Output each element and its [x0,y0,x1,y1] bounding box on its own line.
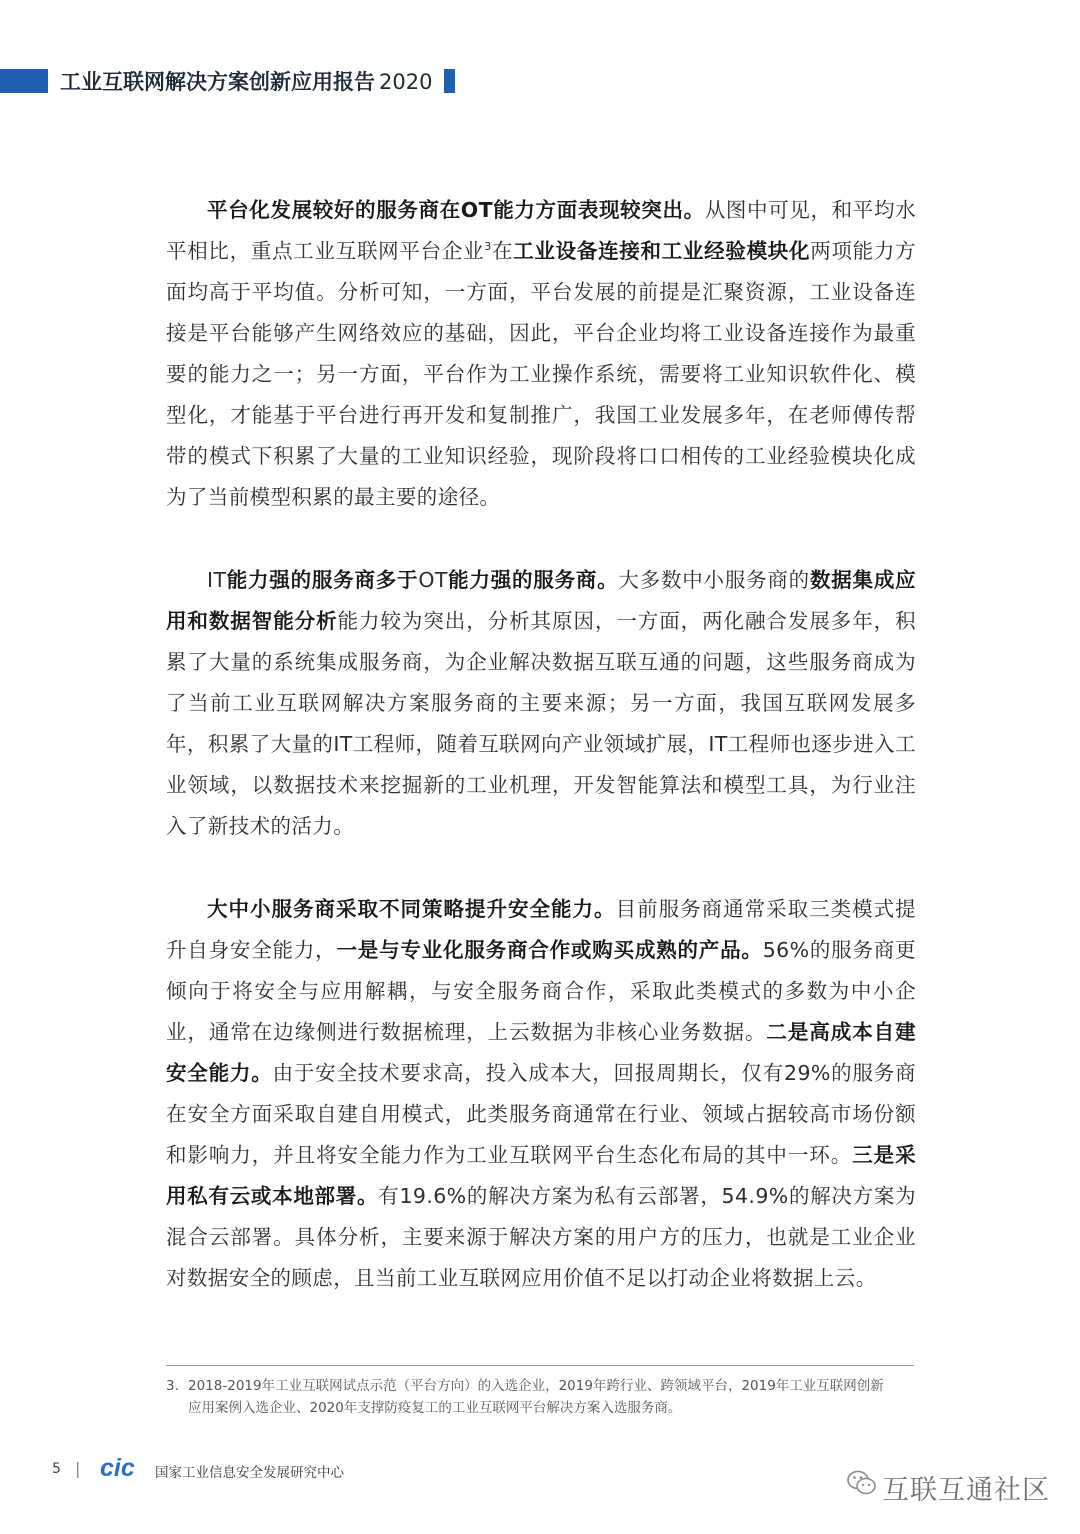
bold-phrase: 大中小服务商采取不同策略提升安全能力。 [207,897,616,921]
paragraph-security-strategies [166,889,916,1299]
svg-text:cic: cic [100,1456,135,1480]
cic-logo [100,1456,150,1484]
text-run: 在 [491,239,514,263]
text-run: 两项能力方面均高于平均值。分析可知，一方面，平台发展的前提是汇聚资源，工业设备连接是平台能够产生网络效应的基础，因此，平台企业均将工业设备连接作为最重要的能力之一；另一方面，平台作为工业操作系统，需要将工业知识软件化、模型化，才能基于平台进行再开发和复制推广，我国工业发展多年，在老师傅传帮带的模式下积累了大量的工业知识经验，现阶段将口口相传的工业经验模块化成为了当前模型积累的最主要的途径。 [166,239,917,509]
page-number: 5 [52,1461,61,1477]
bold-phrase: 二是高成本自建安全能力。 [166,1020,916,1085]
bold-phrase: 数据集成应用和数据智能分析 [166,568,916,633]
text-run: IT [207,568,227,592]
body-content [166,190,916,1341]
footnote [166,1375,886,1419]
text-run: 能力较为突出，分析其原因，一方面，两化融合发展多年，积累了大量的系统集成服务商，为企业解决数据互联互通的问题，这些服务商成为了当前工业互联网解决方案服务商的主要来源；另一方面，我国互联网发展多年，积累了大量的IT工程师，随着互联网向产业领域扩展，IT工程师也逐步进入工业领域，以数据技术来挖掘新的工业机理，开发智能算法和模型工具，为行业注入了新技术的活力。 [166,609,916,838]
text-run: OT [418,568,448,592]
footnote-text: 2018-2019年工业互联网试点示范（平台方向）的入选企业，2019年跨行业、跨领域平台，2019年工业互联网创新应用案例入选企业、2020年支撑防疫复工的工业互联网平台解决方案入选服务商。 [188,1378,884,1416]
bold-phrase: 能力强的服务商多于 [226,568,419,592]
organization-name: 国家工业信息安全发展研究中心 [155,1465,344,1481]
bold-phrase: 三是采用私有云或本地部署。 [166,1143,916,1208]
bold-phrase: 能力强的服务商。 [447,568,619,592]
footer-separator: | [75,1459,81,1478]
header-accent-bar [0,69,48,93]
header-end-marker [444,69,455,93]
text-run: 从图中可见，和平均水平相比，重点工业互联网平台企业 [166,198,916,263]
footnote-divider [166,1365,914,1366]
text-run: 56%的服务商更倾向于将安全与应用解耦，与安全服务商合作，采取此类模式的多数为中小企业，通常在边缘侧进行数据梳理，上云数据为非核心业务数据。 [166,938,917,1044]
text-run: 由于安全技术要求高，投入成本大，回报周期长，仅有29%的服务商在安全方面采取自建自用模式，此类服务商通常在行业、领域占据较高市场份额和影响力，并且将安全能力作为工业互联网平台生态化布局的其中一环。 [166,1061,917,1167]
wechat-icon [846,1468,878,1502]
footnote-number: 3. [166,1378,179,1394]
report-title [60,66,455,96]
footnote-ref: 3 [484,240,492,254]
text-run: 有19.6%的解决方案为私有云部署，54.9%的解决方案为混合云部署。具体分析，主要来源于解决方案的用户方的压力，也就是工业企业对数据安全的顾虑，且当前工业互联网应用价值不足以打动企业将数据上云。 [166,1184,916,1290]
bold-phrase: 工业设备连接和工业经验模块化 [513,239,811,263]
text-run: 大多数中小服务商的 [618,568,810,592]
bold-phrase: 一是与专业化服务商合作或购买成熟的产品。 [336,938,763,962]
bold-phrase: 平台化发展较好的服务商在OT能力方面表现较突出。 [207,198,705,222]
paragraph-platform-ot [166,190,916,518]
watermark-text: 互联互通社区 [882,1475,1050,1506]
text-run: 目前服务商通常采取三类模式提升自身安全能力， [166,897,916,962]
report-title-text: 工业互联网解决方案创新应用报告 [60,70,375,94]
report-year: 2020 [379,70,433,94]
paragraph-it-vs-ot [166,560,916,847]
